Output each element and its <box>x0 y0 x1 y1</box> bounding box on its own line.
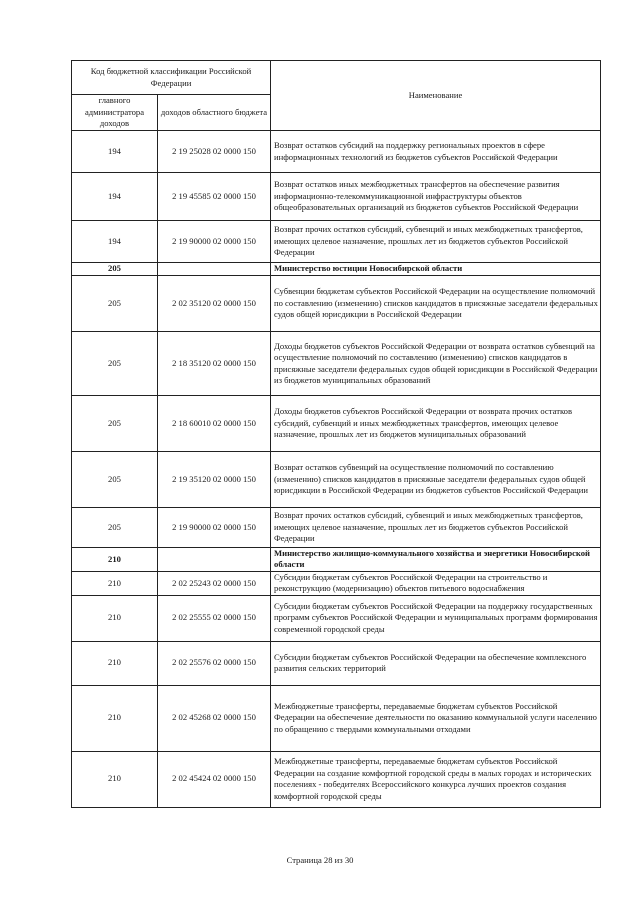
income-code-cell: 2 19 90000 02 0000 150 <box>158 508 271 548</box>
admin-code-cell: 210 <box>72 571 158 595</box>
budget-classification-table <box>71 60 601 808</box>
name-cell: Субсидии бюджетам субъектов Российской Федерации на строительство и реконструкцию (модернизацию) объектов питьевого водоснабжения <box>271 571 601 595</box>
income-code-cell: 2 19 45585 02 0000 150 <box>158 173 271 221</box>
header-code-group: Код бюджетной классификации Российской Федерации <box>72 61 271 95</box>
table-row <box>72 571 601 595</box>
income-code-cell: 2 02 45424 02 0000 150 <box>158 751 271 807</box>
income-code-cell: 2 18 60010 02 0000 150 <box>158 396 271 452</box>
name-cell: Возврат прочих остатков субсидий, субвенций и иных межбюджетных трансфертов, имеющих целевое назначение, прошлых лет из бюджетов субъектов Российской Федерации <box>271 221 601 263</box>
table-row <box>72 263 601 276</box>
admin-code-cell: 194 <box>72 131 158 173</box>
name-cell: Министерство жилищно-коммунального хозяйства и энергетики Новосибирской области <box>271 548 601 572</box>
admin-code-cell: 205 <box>72 452 158 508</box>
admin-code-cell: 194 <box>72 173 158 221</box>
income-code-cell: 2 02 25555 02 0000 150 <box>158 595 271 641</box>
admin-code-cell: 205 <box>72 276 158 332</box>
admin-code-cell: 210 <box>72 595 158 641</box>
admin-code-cell: 205 <box>72 332 158 396</box>
name-cell: Министерство юстиции Новосибирской области <box>271 263 601 276</box>
header-name: Наименование <box>271 61 601 131</box>
name-cell: Субсидии бюджетам субъектов Российской Федерации на поддержку государственных программ субъектов Российской Федерации и муниципальных программ формирования современной городской среды <box>271 595 601 641</box>
table-row <box>72 685 601 751</box>
admin-code-cell: 194 <box>72 221 158 263</box>
name-cell: Межбюджетные трансферты, передаваемые бюджетам субъектов Российской Федерации на обеспечение деятельности по оказанию коммунальной услуги населению по обращению с твердыми коммунальными отходами <box>271 685 601 751</box>
table-row <box>72 332 601 396</box>
admin-code-cell: 210 <box>72 548 158 572</box>
income-code-cell: 2 18 35120 02 0000 150 <box>158 332 271 396</box>
name-cell: Субсидии бюджетам субъектов Российской Федерации на обеспечение комплексного развития сельских территорий <box>271 641 601 685</box>
name-cell: Субвенции бюджетам субъектов Российской Федерации на осуществление полномочий по составлению (изменению) списков кандидатов в присяжные заседатели федеральных судов общей юрисдикции в Российской Федерации <box>271 276 601 332</box>
admin-code-cell: 205 <box>72 508 158 548</box>
table-row <box>72 508 601 548</box>
name-cell: Возврат остатков иных межбюджетных трансфертов на обеспечение развития информационно-телекоммуникационной инфраструктуры объектов общеобразовательных организаций из бюджетов субъектов Российской Федерации <box>271 173 601 221</box>
income-code-cell: 2 02 25576 02 0000 150 <box>158 641 271 685</box>
table-row <box>72 396 601 452</box>
table-row <box>72 221 601 263</box>
table-row <box>72 548 601 572</box>
table-row <box>72 641 601 685</box>
name-cell: Возврат остатков субсидий на поддержку региональных проектов в сфере информационных технологий из бюджетов субъектов Российской Федерации <box>271 131 601 173</box>
name-cell: Межбюджетные трансферты, передаваемые бюджетам субъектов Российской Федерации на создание комфортной городской среды в малых городах и исторических поселениях - победителях Всероссийского конкурса лучших проектов создания комфортной городской среды <box>271 751 601 807</box>
header-income: доходов областного бюджета <box>158 95 271 131</box>
name-cell: Возврат остатков субвенций на осуществление полномочий по составлению (изменению) списков кандидатов в присяжные заседатели федеральных судов общей юрисдикции в Российской Федерации из бюджетов субъектов Российской Федерации <box>271 452 601 508</box>
income-code-cell: 2 19 25028 02 0000 150 <box>158 131 271 173</box>
table-row <box>72 751 601 807</box>
table-row <box>72 276 601 332</box>
income-code-cell: 2 02 25243 02 0000 150 <box>158 571 271 595</box>
table-body <box>72 131 601 808</box>
table-row <box>72 173 601 221</box>
table-row <box>72 131 601 173</box>
name-cell: Возврат прочих остатков субсидий, субвенций и иных межбюджетных трансфертов, имеющих целевое назначение, прошлых лет из бюджетов субъектов Российской Федерации <box>271 508 601 548</box>
header-admin: главного администратора доходов <box>72 95 158 131</box>
admin-code-cell: 205 <box>72 263 158 276</box>
income-code-cell <box>158 263 271 276</box>
admin-code-cell: 210 <box>72 751 158 807</box>
admin-code-cell: 205 <box>72 396 158 452</box>
table-row <box>72 452 601 508</box>
page-number: Страница 28 из 30 <box>286 855 354 865</box>
income-code-cell: 2 02 45268 02 0000 150 <box>158 685 271 751</box>
admin-code-cell: 210 <box>72 685 158 751</box>
name-cell: Доходы бюджетов субъектов Российской Федерации от возврата прочих остатков субсидий, субвенций и иных межбюджетных трансфертов, имеющих целевое назначение, прошлых лет из бюджетов муниципальных образований <box>271 396 601 452</box>
admin-code-cell: 210 <box>72 641 158 685</box>
income-code-cell: 2 19 35120 02 0000 150 <box>158 452 271 508</box>
name-cell: Доходы бюджетов субъектов Российской Федерации от возврата остатков субвенций на осуществление полномочий по составлению (изменению) списков кандидатов в присяжные заседатели федеральных судов общей юрисдикции в Российской Федерации из бюджетов муниципальных образований <box>271 332 601 396</box>
table-row <box>72 595 601 641</box>
income-code-cell: 2 02 35120 02 0000 150 <box>158 276 271 332</box>
income-code-cell <box>158 548 271 572</box>
income-code-cell: 2 19 90000 02 0000 150 <box>158 221 271 263</box>
